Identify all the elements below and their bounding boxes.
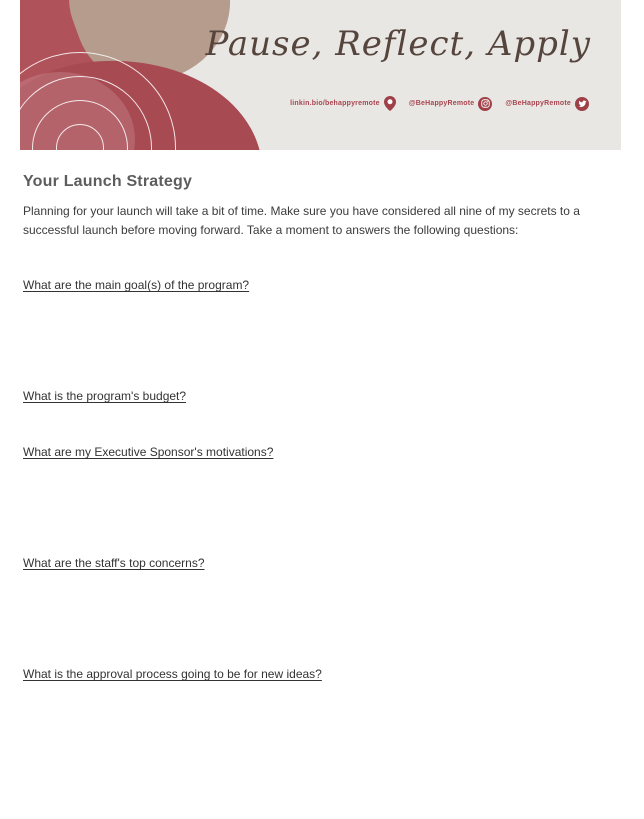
social-links-row — [290, 96, 589, 111]
social-link-label: linkin.bio/behappyremote — [290, 100, 380, 107]
question-main-goals: What are the main goal(s) of the program? — [23, 278, 250, 292]
question-approval-process: What is the approval process going to be for new ideas? — [23, 667, 322, 681]
social-twitter-label: @BeHappyRemote — [505, 100, 571, 107]
social-item-linkinbio — [290, 96, 396, 111]
instagram-icon — [478, 97, 492, 111]
question-sponsor-motivations: What are my Executive Sponsor's motivations? — [23, 445, 274, 459]
banner-script-title: Pause, Reflect, Apply — [205, 24, 591, 64]
question-staff-concerns: What are the staff's top concerns? — [23, 556, 205, 570]
intro-paragraph: Planning for your launch will take a bit of time. Make sure you have considered all nine of my secrets to a successful launch before moving forward. Take a moment to answers the following questions: — [23, 204, 580, 237]
location-pin-icon — [384, 96, 396, 111]
banner — [20, 0, 621, 150]
social-item-twitter — [505, 97, 589, 111]
social-item-instagram — [409, 97, 493, 111]
social-instagram-label: @BeHappyRemote — [408, 100, 475, 107]
question-program-budget: What is the program's budget? — [23, 389, 187, 403]
twitter-icon — [575, 97, 589, 111]
page-title: Your Launch Strategy — [23, 173, 193, 190]
